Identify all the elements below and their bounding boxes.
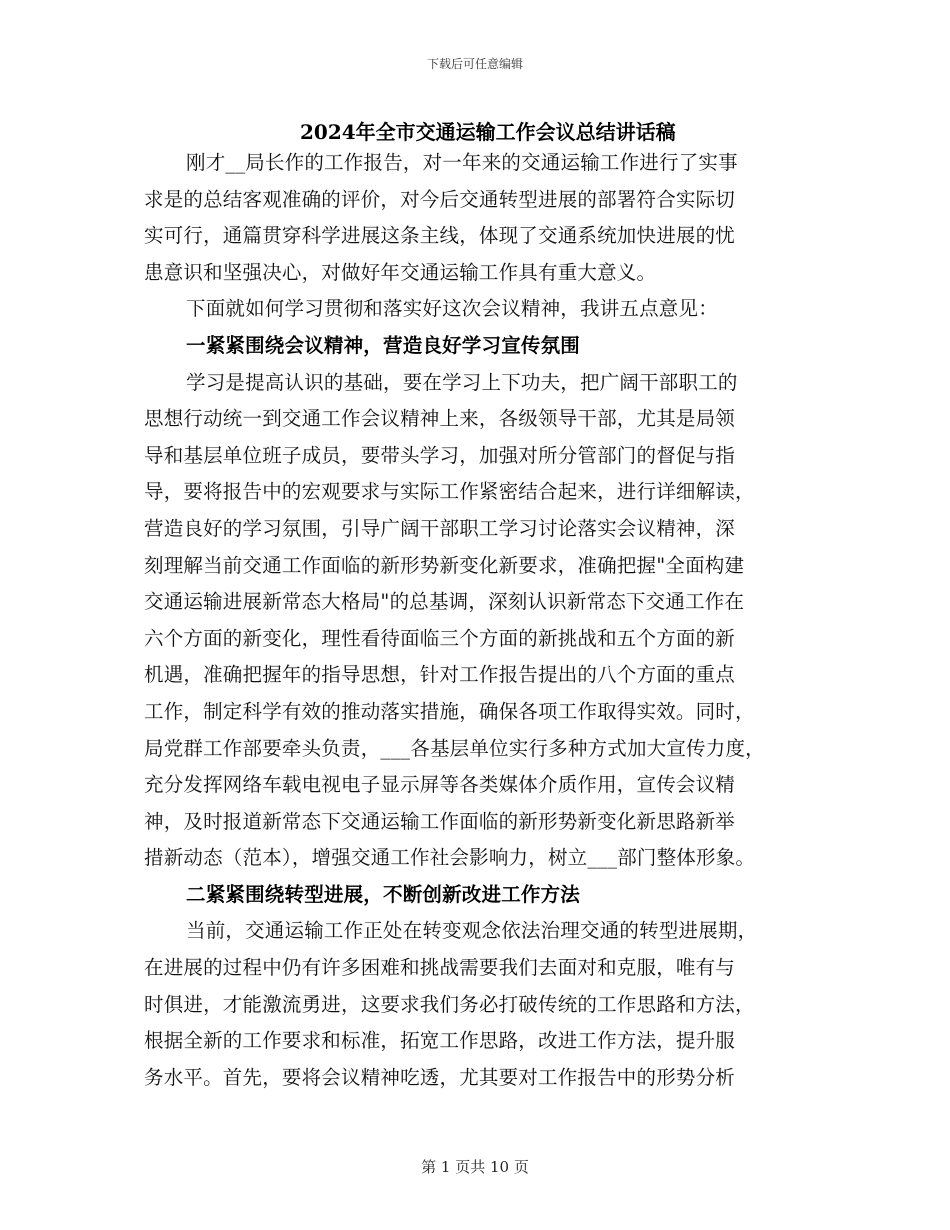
section-heading: 二紧紧围绕转型进展，不断创新改进工作方法 bbox=[186, 882, 581, 906]
paragraph-line: 交通运输进展新常态大格局"的总基调，深刻认识新常态下交通工作在 bbox=[144, 590, 745, 614]
page-header: 下载后可任意编辑 bbox=[426, 57, 523, 71]
section-heading: 一紧紧围绕会议精神，营造良好学习宣传氛围 bbox=[186, 333, 581, 357]
paragraph-line: 根据全新的工作要求和标准，拓宽工作思路，改进工作方法，提升服 bbox=[144, 1029, 736, 1053]
paragraph-line: 机遇，准确把握年的指导思想，针对工作报告提出的八个方面的重点 bbox=[144, 663, 736, 687]
paragraph-line: 在进展的过程中仍有许多困难和挑战需要我们去面对和克服，唯有与 bbox=[144, 956, 736, 980]
paragraph-line: 求是的总结客观准确的评价，对今后交通转型进展的部署符合实际切 bbox=[144, 187, 736, 211]
paragraph-line: 充分发挥网络车载电视电子显示屏等各类媒体介质作用，宣传会议精 bbox=[144, 773, 736, 797]
paragraph-line: 六个方面的新变化，理性看待面临三个方面的新挑战和五个方面的新 bbox=[144, 626, 736, 650]
paragraph-line: 务水平。首先，要将会议精神吃透，尤其要对工作报告中的形势分析 bbox=[144, 1065, 736, 1089]
document-body bbox=[144, 145, 824, 1096]
paragraph-line: 刻理解当前交通工作面临的新形势新变化新要求，准确把握"全面构建 bbox=[144, 553, 745, 577]
paragraph-line: 局党群工作部要牵头负责，___各基层单位实行多种方式加大宣传力度， bbox=[144, 736, 765, 760]
paragraph-line: 思想行动统一到交通工作会议精神上来，各级领导干部，尤其是局领 bbox=[144, 407, 736, 431]
paragraph-line: 营造良好的学习氛围，引导广阔干部职工学习讨论落实会议精神，深 bbox=[144, 516, 736, 540]
paragraph-line: 措新动态（范本），增强交通工作社会影响力，树立___部门整体形象。 bbox=[144, 846, 756, 870]
document-title: 2024年全市交通运输工作会议总结讲话稿 bbox=[300, 120, 676, 144]
paragraph-line: 当前，交通运输工作正处在转变观念依法治理交通的转型进展期， bbox=[186, 919, 758, 943]
paragraph-line: 患意识和坚强决心，对做好年交通运输工作具有重大意义。 bbox=[144, 260, 657, 284]
paragraph-line: 工作，制定科学有效的推动落实措施，确保各项工作取得实效。同时， bbox=[144, 699, 755, 723]
paragraph-line: 时俱进，才能激流勇进，这要求我们务必打破传统的工作思路和方法， bbox=[144, 992, 755, 1016]
page-footer: 第 1 页共 10 页 bbox=[421, 1158, 529, 1176]
paragraph-line: 刚才__局长作的工作报告，对一年来的交通运输工作进行了实事 bbox=[186, 151, 738, 174]
paragraph-line: 导和基层单位班子成员，要带头学习，加强对所分管部门的督促与指 bbox=[144, 443, 736, 467]
paragraph-line: 下面就如何学习贯彻和落实好这次会议精神，我讲五点意见： bbox=[186, 297, 718, 321]
paragraph-line: 实可行，通篇贯穿科学进展这条主线，体现了交通系统加快进展的忧 bbox=[144, 224, 736, 248]
paragraph-line: 神，及时报道新常态下交通运输工作面临的新形势新变化新思路新举 bbox=[144, 809, 736, 833]
paragraph-line: 学习是提高认识的基础，要在学习上下功夫，把广阔干部职工的 bbox=[186, 370, 738, 394]
paragraph-line: 导，要将报告中的宏观要求与实际工作紧密结合起来，进行详细解读， bbox=[144, 480, 755, 504]
